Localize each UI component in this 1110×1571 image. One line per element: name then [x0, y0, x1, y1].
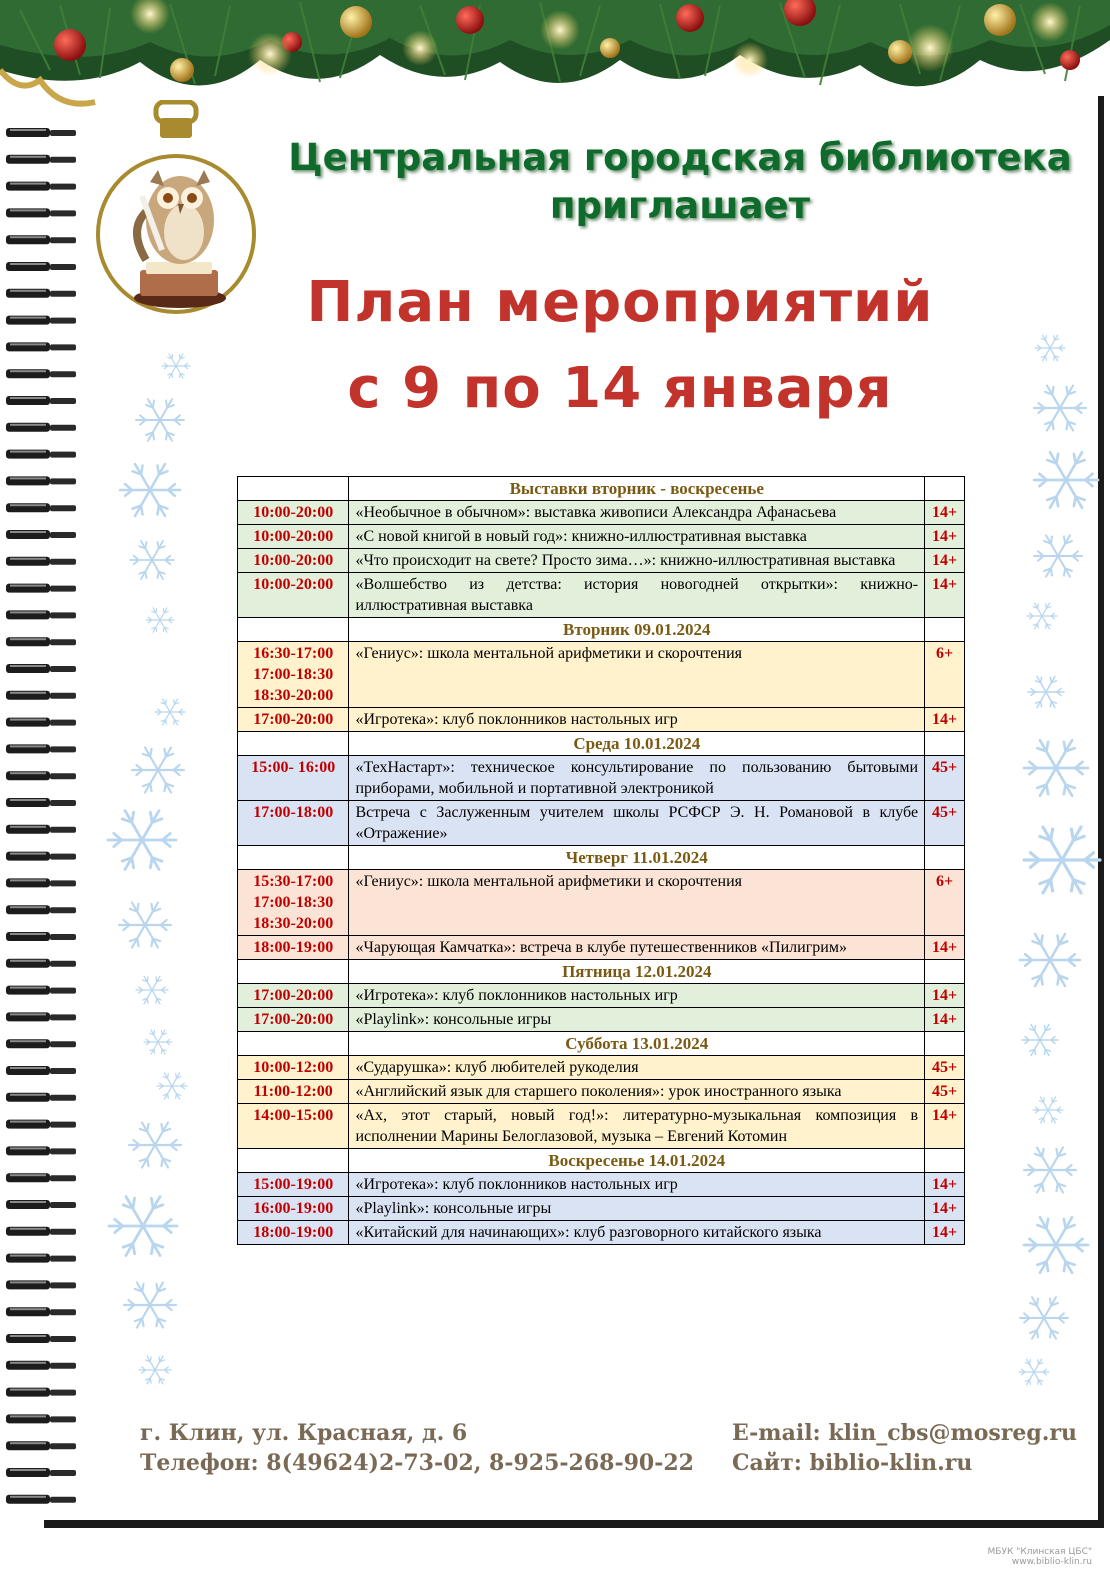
event-row — [238, 756, 965, 801]
binding-ring-icon — [6, 1146, 76, 1155]
section-header-blank — [238, 1149, 349, 1173]
event-age-rating: 14+ — [925, 573, 965, 618]
binding-ring-icon — [6, 825, 76, 834]
section-header — [238, 477, 965, 501]
library-title: Центральная городская библиотека — [288, 136, 1072, 179]
event-description: «Игротека»: клуб поклонников настольных игр — [349, 708, 925, 732]
event-description: Встреча с Заслуженным учителем школы РСФСР Э. Н. Романовой в клубе «Отражение» — [349, 801, 925, 846]
event-description: «Волшебство из детства: история новогодней открытки»: книжно-иллюстративная выставка — [349, 573, 925, 618]
schedule-table — [237, 476, 965, 1245]
event-description: «Playlink»: консольные игры — [349, 1008, 925, 1032]
event-time: 16:00-19:00 — [238, 1197, 349, 1221]
section-header-blank — [925, 477, 965, 501]
section-header-blank — [238, 846, 349, 870]
event-time: 15:00-19:00 — [238, 1173, 349, 1197]
binding-ring-icon — [6, 1227, 76, 1236]
event-age-rating: 6+ — [925, 642, 965, 708]
binding-ring-icon — [6, 905, 76, 914]
section-header-blank — [238, 618, 349, 642]
binding-ring-icon — [6, 691, 76, 700]
binding-ring-icon — [6, 1334, 76, 1343]
event-time: 10:00-20:00 — [238, 525, 349, 549]
event-description: «Английский язык для старшего поколения»: урок иностранного языка — [349, 1080, 925, 1104]
binding-ring-icon — [6, 342, 76, 351]
section-header-blank — [925, 960, 965, 984]
event-row — [238, 1221, 965, 1245]
address: г. Клин, ул. Красная, д. 6 — [140, 1420, 468, 1446]
event-row — [238, 1008, 965, 1032]
binding-ring-icon — [6, 396, 76, 405]
event-row — [238, 1104, 965, 1149]
binding-ring-icon — [6, 1093, 76, 1102]
binding-ring-icon — [6, 584, 76, 593]
plan-dates: с 9 по 14 января — [347, 356, 893, 421]
binding-ring-icon — [6, 235, 76, 244]
event-time: 17:00-18:00 — [238, 801, 349, 846]
binding-ring-icon — [6, 182, 76, 191]
binding-ring-icon — [6, 289, 76, 298]
section-title: Вторник 09.01.2024 — [349, 618, 925, 642]
binding-ring-icon — [6, 1120, 76, 1129]
binding-ring-icon — [6, 1307, 76, 1316]
event-row — [238, 1173, 965, 1197]
event-time: 17:00-20:00 — [238, 984, 349, 1008]
event-description: «Чарующая Камчатка»: встреча в клубе путешественников «Пилигрим» — [349, 936, 925, 960]
binding-ring-icon — [6, 637, 76, 646]
event-time: 14:00-15:00 — [238, 1104, 349, 1149]
event-time: 16:30-17:00 17:00-18:30 18:30-20:00 — [238, 642, 349, 708]
event-row — [238, 801, 965, 846]
section-title: Суббота 13.01.2024 — [349, 1032, 925, 1056]
event-description: «Игротека»: клуб поклонников настольных игр — [349, 1173, 925, 1197]
website: Сайт: biblio-klin.ru — [732, 1450, 973, 1476]
section-title: Пятница 12.01.2024 — [349, 960, 925, 984]
section-header-blank — [238, 732, 349, 756]
event-row — [238, 642, 965, 708]
event-age-rating: 14+ — [925, 1197, 965, 1221]
event-time: 17:00-20:00 — [238, 1008, 349, 1032]
binding-ring-icon — [6, 557, 76, 566]
binding-ring-icon — [6, 155, 76, 164]
binding-ring-icon — [6, 1441, 76, 1450]
section-header-blank — [925, 618, 965, 642]
section-header — [238, 1149, 965, 1173]
event-row — [238, 984, 965, 1008]
binding-ring-icon — [6, 1468, 76, 1477]
binding-ring-icon — [6, 1200, 76, 1209]
event-time: 18:00-19:00 — [238, 1221, 349, 1245]
event-row — [238, 1056, 965, 1080]
binding-ring-icon — [6, 476, 76, 485]
binding-ring-icon — [6, 932, 76, 941]
binding-ring-icon — [6, 771, 76, 780]
event-time: 17:00-20:00 — [238, 708, 349, 732]
event-row — [238, 1080, 965, 1104]
phone: Телефон: 8(49624)2-73-02, 8-925-268-90-22 — [140, 1450, 694, 1476]
event-age-rating: 14+ — [925, 1008, 965, 1032]
event-age-rating: 6+ — [925, 870, 965, 936]
event-age-rating: 45+ — [925, 1056, 965, 1080]
event-time: 15:30-17:00 17:00-18:30 18:30-20:00 — [238, 870, 349, 936]
binding-ring-icon — [6, 1414, 76, 1423]
binding-ring-icon — [6, 1388, 76, 1397]
binding-ring-icon — [6, 878, 76, 887]
section-title: Среда 10.01.2024 — [349, 732, 925, 756]
binding-ring-icon — [6, 1039, 76, 1048]
event-time: 18:00-19:00 — [238, 936, 349, 960]
binding-ring-icon — [6, 262, 76, 271]
binding-ring-icon — [6, 664, 76, 673]
binding-ring-icon — [6, 530, 76, 539]
event-description: «Гениус»: школа ментальной арифметики и скорочтения — [349, 870, 925, 936]
section-header — [238, 1032, 965, 1056]
section-header-blank — [925, 1149, 965, 1173]
binding-ring-icon — [6, 1495, 76, 1504]
event-description: «Необычное в обычном»: выставка живописи Александра Афанасьева — [349, 501, 925, 525]
binding-ring-icon — [6, 1173, 76, 1182]
section-header-blank — [238, 1032, 349, 1056]
watermark-line1: МБУК "Клинская ЦБС" — [987, 1547, 1092, 1557]
watermark-line2: www.biblio-klin.ru — [1011, 1557, 1092, 1567]
email: E-mail: klin_cbs@mosreg.ru — [732, 1420, 1078, 1446]
event-age-rating: 14+ — [925, 1104, 965, 1149]
binding-ring-icon — [6, 852, 76, 861]
binding-ring-icon — [6, 610, 76, 619]
binding-ring-icon — [6, 450, 76, 459]
section-header-blank — [238, 960, 349, 984]
binding-ring-icon — [6, 369, 76, 378]
event-description: «Гениус»: школа ментальной арифметики и скорочтения — [349, 642, 925, 708]
event-row — [238, 870, 965, 936]
binding-ring-icon — [6, 1280, 76, 1289]
binding-ring-icon — [6, 1254, 76, 1263]
plan-title: План мероприятий — [306, 270, 934, 335]
event-row — [238, 525, 965, 549]
section-header-blank — [925, 846, 965, 870]
event-row — [238, 1197, 965, 1221]
event-description: «Игротека»: клуб поклонников настольных игр — [349, 984, 925, 1008]
event-time: 10:00-20:00 — [238, 501, 349, 525]
binding-ring-icon — [6, 316, 76, 325]
binding-ring-icon — [6, 959, 76, 968]
event-age-rating: 45+ — [925, 1080, 965, 1104]
binding-ring-icon — [6, 718, 76, 727]
event-time: 10:00-12:00 — [238, 1056, 349, 1080]
event-time: 15:00- 16:00 — [238, 756, 349, 801]
event-time: 10:00-20:00 — [238, 573, 349, 618]
event-age-rating: 14+ — [925, 549, 965, 573]
binding-ring-icon — [6, 208, 76, 217]
event-age-rating: 14+ — [925, 1221, 965, 1245]
event-description: «Ах, этот старый, новый год!»: литературно-музыкальная композиция в исполнении Марины Белоглазовой, музыка – Евгений Котомин — [349, 1104, 925, 1149]
event-age-rating: 45+ — [925, 756, 965, 801]
section-title: Выставки вторник - воскресенье — [349, 477, 925, 501]
section-header — [238, 846, 965, 870]
event-description: «Сударушка»: клуб любителей рукоделия — [349, 1056, 925, 1080]
section-header-blank — [925, 732, 965, 756]
watermark — [988, 1547, 1092, 1567]
binding-rings — [0, 120, 80, 1520]
section-header-blank — [925, 1032, 965, 1056]
section-title: Воскресенье 14.01.2024 — [349, 1149, 925, 1173]
event-row — [238, 501, 965, 525]
event-age-rating: 14+ — [925, 708, 965, 732]
event-age-rating: 14+ — [925, 501, 965, 525]
binding-ring-icon — [6, 1361, 76, 1370]
section-header-blank — [238, 477, 349, 501]
event-row — [238, 573, 965, 618]
event-row — [238, 549, 965, 573]
event-description: «Что происходит на свете? Просто зима…»: книжно-иллюстративная выставка — [349, 549, 925, 573]
binding-ring-icon — [6, 1066, 76, 1075]
event-age-rating: 14+ — [925, 525, 965, 549]
binding-ring-icon — [6, 423, 76, 432]
binding-ring-icon — [6, 744, 76, 753]
event-time: 11:00-12:00 — [238, 1080, 349, 1104]
section-header — [238, 618, 965, 642]
section-header — [238, 960, 965, 984]
event-description: «Китайский для начинающих»: клуб разговорного китайского языка — [349, 1221, 925, 1245]
binding-ring-icon — [6, 986, 76, 995]
section-header — [238, 732, 965, 756]
event-description: «ТехНастарт»: техническое консультирование по пользованию бытовыми приборами, мобильной и портативной электроникой — [349, 756, 925, 801]
event-age-rating: 14+ — [925, 936, 965, 960]
event-description: «С новой книгой в новый год»: книжно-иллюстративная выставка — [349, 525, 925, 549]
event-age-rating: 14+ — [925, 984, 965, 1008]
event-row — [238, 936, 965, 960]
event-age-rating: 45+ — [925, 801, 965, 846]
section-title: Четверг 11.01.2024 — [349, 846, 925, 870]
event-age-rating: 14+ — [925, 1173, 965, 1197]
event-time: 10:00-20:00 — [238, 549, 349, 573]
library-invites: приглашает — [549, 184, 811, 227]
binding-ring-icon — [6, 1012, 76, 1021]
binding-ring-icon — [6, 798, 76, 807]
event-description: «Playlink»: консольные игры — [349, 1197, 925, 1221]
binding-ring-icon — [6, 503, 76, 512]
event-row — [238, 708, 965, 732]
